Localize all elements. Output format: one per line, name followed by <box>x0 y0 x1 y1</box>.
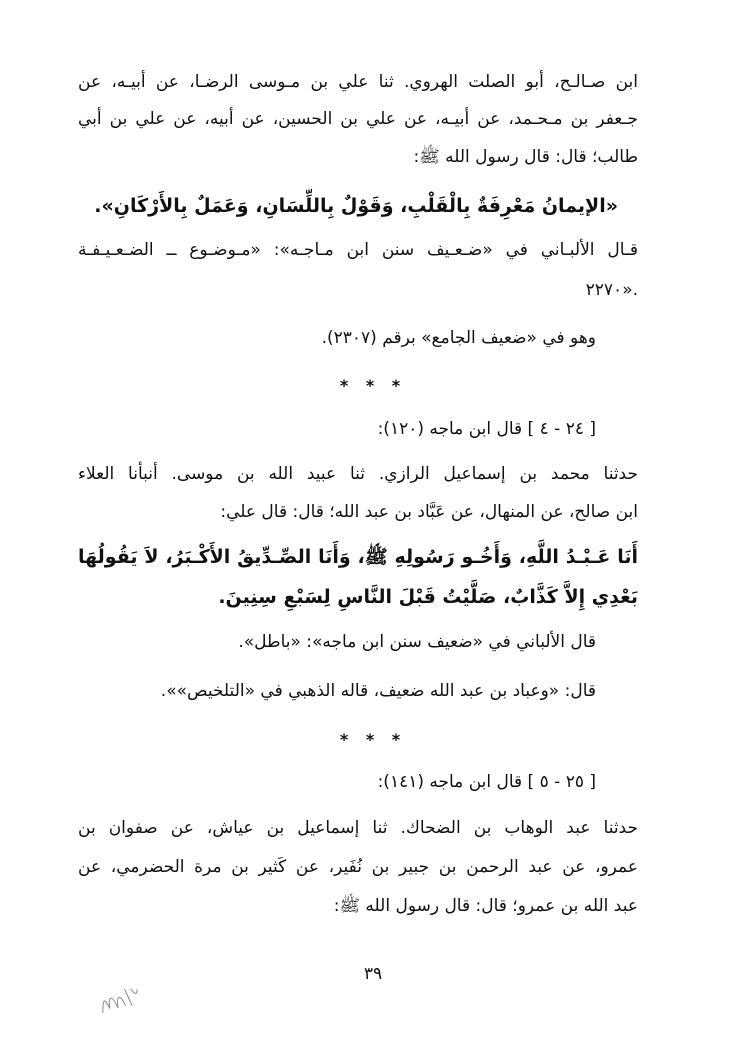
grading-note: قال الألباني في «ضعيف سنن ابن ماجه»: «باطل». <box>238 632 596 652</box>
section-divider-2: * * * <box>339 730 407 749</box>
reference-note: وهو في «ضعيف الجامع» برقم (٢٣٠٧). <box>321 328 596 348</box>
hadith-text-2-line-2: بَعْدِي إِلاَّ كَذَّابٌ، صَلَّيْتُ قَبْلَ النَّاسِ لِسَبْعِ سِنِينَ. <box>218 586 638 608</box>
isnad-line-1: ابن صـالـح، أبو الصلت الهروي. ثنا علي بن مـوسى الرضـا، عن أبيـه، عن <box>78 72 638 92</box>
isnad-line-5: ابن صالح، عن المنهال، عن عَبَّاد بن عبد الله؛ قال: قال علي: <box>220 502 638 522</box>
hadith-text-1: «الإيمانُ مَعْرِفَةٌ بِالْقَلْبِ، وَقَوْلٌ بِاللِّسَانِ، وَعَمَلٌ بِالأَرْكَانِ». <box>94 195 618 217</box>
isnad-line-2: جـعفر بن مـحـمد، عن أبيـه، عن علي بن الحسين، عن أبيه، عن علي بن أبي <box>78 109 638 129</box>
hadith-heading-25: [ ٢٥ - ٥ ] قال ابن ماجه (١٤١): <box>377 772 596 792</box>
hadith-text-2-line-1: أَنَا عَـبْـدُ اللَّهِ، وَأَخُـو رَسُولِهِ ﷺ، وَأَنَا الصِّـدِّيقُ الأَكْـبَرُ، لاَ يَقُولُهَا <box>78 546 638 568</box>
commentary-line-2: ٢٢٧٠». <box>585 280 638 300</box>
narrator-note: قال: «وعباد بن عبد الله ضعيف، قاله الذهبي في «التلخيص»». <box>160 681 596 701</box>
isnad-line-4: حدثنا محمد بن إسماعيل الرازي. ثنا عبيد الله بن موسى. أنبأنا العلاء <box>78 464 638 484</box>
section-divider: * * * <box>339 376 407 395</box>
isnad-line-6: حدثنا عبد الوهاب بن الضحاك. ثنا إسماعيل بن عياش، عن صفوان بن <box>78 818 638 838</box>
hadith-heading-24: [ ٢٤ - ٤ ] قال ابن ماجه (١٢٠): <box>377 419 596 439</box>
isnad-line-3: طالب؛ قال: قال رسول الله ﷺ: <box>413 147 638 167</box>
handwritten-mark <box>94 979 146 1023</box>
page-number: ٣٩ <box>363 964 383 984</box>
commentary-line-1: قـال الألبـاني في «ضـعـيف سنن ابن مـاجـه»: «مـوضـوع ــ الضـعـيـفـة <box>78 240 638 260</box>
isnad-line-8: عبد الله بن عمرو؛ قال: قال رسول الله ﷺ: <box>333 896 638 916</box>
isnad-line-7: عمرو، عن عبد الرحمن بن جبير بن نُفَير، عن كَثير بن مرة الحضرمي، عن <box>78 857 638 877</box>
